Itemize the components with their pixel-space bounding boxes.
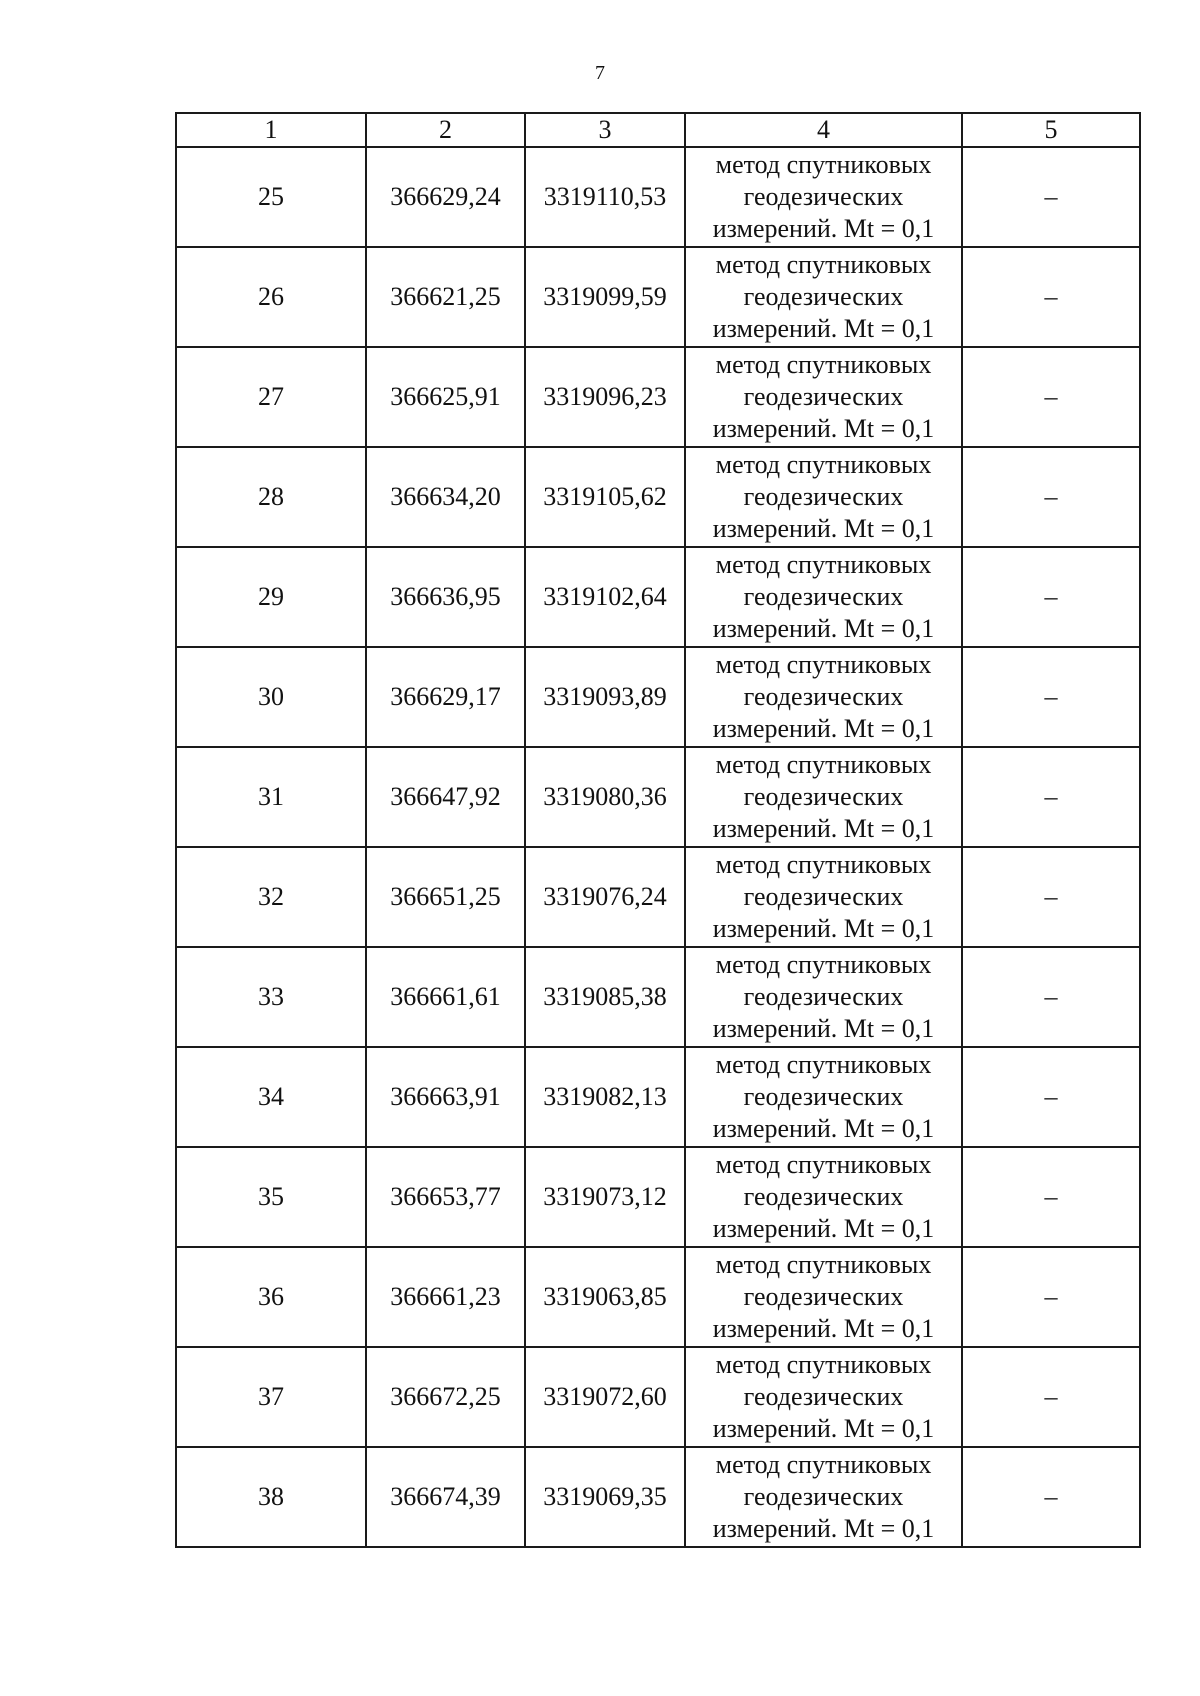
x-coordinate-cell: 366629,17	[366, 647, 525, 747]
x-coordinate-cell: 366661,23	[366, 1247, 525, 1347]
method-cell	[685, 247, 962, 347]
method-cell	[685, 547, 962, 647]
table-row	[176, 447, 1140, 547]
point-number-cell: 37	[176, 1347, 366, 1447]
method-line-1: метод спутниковых	[715, 1450, 932, 1479]
y-coordinate-cell: 3319063,85	[525, 1247, 685, 1347]
note-cell: –	[962, 247, 1140, 347]
page-number: 7	[595, 62, 605, 84]
column-header-1: 1	[176, 113, 366, 147]
header-row	[176, 113, 1140, 147]
method-line-1: метод спутниковых	[715, 1050, 932, 1079]
method-cell	[685, 1447, 962, 1547]
point-number-cell: 32	[176, 847, 366, 947]
method-line-3: измерений. Mt = 0,1	[712, 314, 935, 343]
note-cell: –	[962, 1247, 1140, 1347]
method-line-2: геодезических	[743, 1082, 904, 1111]
method-cell	[685, 1247, 962, 1347]
method-line-2: геодезических	[743, 782, 904, 811]
note-cell: –	[962, 847, 1140, 947]
method-cell	[685, 447, 962, 547]
y-coordinate-cell: 3319085,38	[525, 947, 685, 1047]
method-cell	[685, 1147, 962, 1247]
y-coordinate-cell: 3319072,60	[525, 1347, 685, 1447]
table-row	[176, 347, 1140, 447]
y-coordinate-cell: 3319099,59	[525, 247, 685, 347]
method-line-2: геодезических	[743, 1382, 904, 1411]
method-cell	[685, 1347, 962, 1447]
method-cell	[685, 347, 962, 447]
y-coordinate-cell: 3319082,13	[525, 1047, 685, 1147]
method-line-1: метод спутниковых	[715, 1350, 932, 1379]
method-line-2: геодезических	[743, 182, 904, 211]
table-row	[176, 1247, 1140, 1347]
column-header-4: 4	[685, 113, 962, 147]
method-line-2: геодезических	[743, 582, 904, 611]
method-line-2: геодезических	[743, 482, 904, 511]
table-body	[176, 147, 1140, 1547]
table-header	[176, 113, 1140, 147]
x-coordinate-cell: 366629,24	[366, 147, 525, 247]
column-header-5: 5	[962, 113, 1140, 147]
x-coordinate-cell: 366634,20	[366, 447, 525, 547]
method-line-3: измерений. Mt = 0,1	[712, 1514, 935, 1543]
point-number-cell: 26	[176, 247, 366, 347]
method-line-1: метод спутниковых	[715, 250, 932, 279]
point-number-cell: 35	[176, 1147, 366, 1247]
x-coordinate-cell: 366674,39	[366, 1447, 525, 1547]
table-row	[176, 147, 1140, 247]
x-coordinate-cell: 366647,92	[366, 747, 525, 847]
method-line-2: геодезических	[743, 1282, 904, 1311]
x-coordinate-cell: 366653,77	[366, 1147, 525, 1247]
y-coordinate-cell: 3319069,35	[525, 1447, 685, 1547]
x-coordinate-cell: 366672,25	[366, 1347, 525, 1447]
method-line-2: геодезических	[743, 682, 904, 711]
column-header-3: 3	[525, 113, 685, 147]
x-coordinate-cell: 366663,91	[366, 1047, 525, 1147]
method-line-3: измерений. Mt = 0,1	[712, 514, 935, 543]
method-line-1: метод спутниковых	[715, 650, 932, 679]
note-cell: –	[962, 347, 1140, 447]
method-line-3: измерений. Mt = 0,1	[712, 914, 935, 943]
method-line-1: метод спутниковых	[715, 350, 932, 379]
note-cell: –	[962, 447, 1140, 547]
x-coordinate-cell: 366661,61	[366, 947, 525, 1047]
method-cell	[685, 847, 962, 947]
point-number-cell: 33	[176, 947, 366, 1047]
point-number-cell: 36	[176, 1247, 366, 1347]
method-line-1: метод спутниковых	[715, 550, 932, 579]
y-coordinate-cell: 3319105,62	[525, 447, 685, 547]
point-number-cell: 30	[176, 647, 366, 747]
method-line-1: метод спутниковых	[715, 1250, 932, 1279]
y-coordinate-cell: 3319076,24	[525, 847, 685, 947]
method-line-2: геодезических	[743, 282, 904, 311]
point-number-cell: 38	[176, 1447, 366, 1547]
method-line-1: метод спутниковых	[715, 1150, 932, 1179]
method-cell	[685, 1047, 962, 1147]
method-line-3: измерений. Mt = 0,1	[712, 1414, 935, 1443]
x-coordinate-cell: 366621,25	[366, 247, 525, 347]
y-coordinate-cell: 3319102,64	[525, 547, 685, 647]
table-row	[176, 1347, 1140, 1447]
method-line-1: метод спутниковых	[715, 850, 932, 879]
table-row	[176, 1147, 1140, 1247]
method-line-3: измерений. Mt = 0,1	[712, 414, 935, 443]
table-row	[176, 1447, 1140, 1547]
note-cell: –	[962, 1447, 1140, 1547]
method-line-1: метод спутниковых	[715, 150, 932, 179]
point-number-cell: 28	[176, 447, 366, 547]
method-line-3: измерений. Mt = 0,1	[712, 814, 935, 843]
coordinates-table	[175, 112, 1141, 1548]
point-number-cell: 31	[176, 747, 366, 847]
method-line-2: геодезических	[743, 1182, 904, 1211]
method-line-3: измерений. Mt = 0,1	[712, 714, 935, 743]
table-row	[176, 747, 1140, 847]
method-line-3: измерений. Mt = 0,1	[712, 614, 935, 643]
y-coordinate-cell: 3319093,89	[525, 647, 685, 747]
note-cell: –	[962, 1047, 1140, 1147]
method-line-1: метод спутниковых	[715, 950, 932, 979]
table-row	[176, 947, 1140, 1047]
method-cell	[685, 747, 962, 847]
point-number-cell: 29	[176, 547, 366, 647]
point-number-cell: 34	[176, 1047, 366, 1147]
method-line-3: измерений. Mt = 0,1	[712, 1314, 935, 1343]
method-cell	[685, 947, 962, 1047]
method-line-3: измерений. Mt = 0,1	[712, 1214, 935, 1243]
point-number-cell: 25	[176, 147, 366, 247]
note-cell: –	[962, 147, 1140, 247]
method-line-3: измерений. Mt = 0,1	[712, 1114, 935, 1143]
table-row	[176, 647, 1140, 747]
note-cell: –	[962, 1147, 1140, 1247]
method-line-3: измерений. Mt = 0,1	[712, 214, 935, 243]
method-line-1: метод спутниковых	[715, 450, 932, 479]
point-number-cell: 27	[176, 347, 366, 447]
note-cell: –	[962, 947, 1140, 1047]
method-line-2: геодезических	[743, 982, 904, 1011]
note-cell: –	[962, 647, 1140, 747]
y-coordinate-cell: 3319073,12	[525, 1147, 685, 1247]
x-coordinate-cell: 366625,91	[366, 347, 525, 447]
method-line-1: метод спутниковых	[715, 750, 932, 779]
method-line-3: измерений. Mt = 0,1	[712, 1014, 935, 1043]
method-cell	[685, 647, 962, 747]
y-coordinate-cell: 3319096,23	[525, 347, 685, 447]
x-coordinate-cell: 366651,25	[366, 847, 525, 947]
column-header-2: 2	[366, 113, 525, 147]
table-row	[176, 247, 1140, 347]
note-cell: –	[962, 1347, 1140, 1447]
method-cell	[685, 147, 962, 247]
method-line-2: геодезических	[743, 882, 904, 911]
method-line-2: геодезических	[743, 382, 904, 411]
table-row	[176, 1047, 1140, 1147]
y-coordinate-cell: 3319080,36	[525, 747, 685, 847]
table-row	[176, 847, 1140, 947]
x-coordinate-cell: 366636,95	[366, 547, 525, 647]
table-row	[176, 547, 1140, 647]
note-cell: –	[962, 547, 1140, 647]
y-coordinate-cell: 3319110,53	[525, 147, 685, 247]
note-cell: –	[962, 747, 1140, 847]
method-line-2: геодезических	[743, 1482, 904, 1511]
